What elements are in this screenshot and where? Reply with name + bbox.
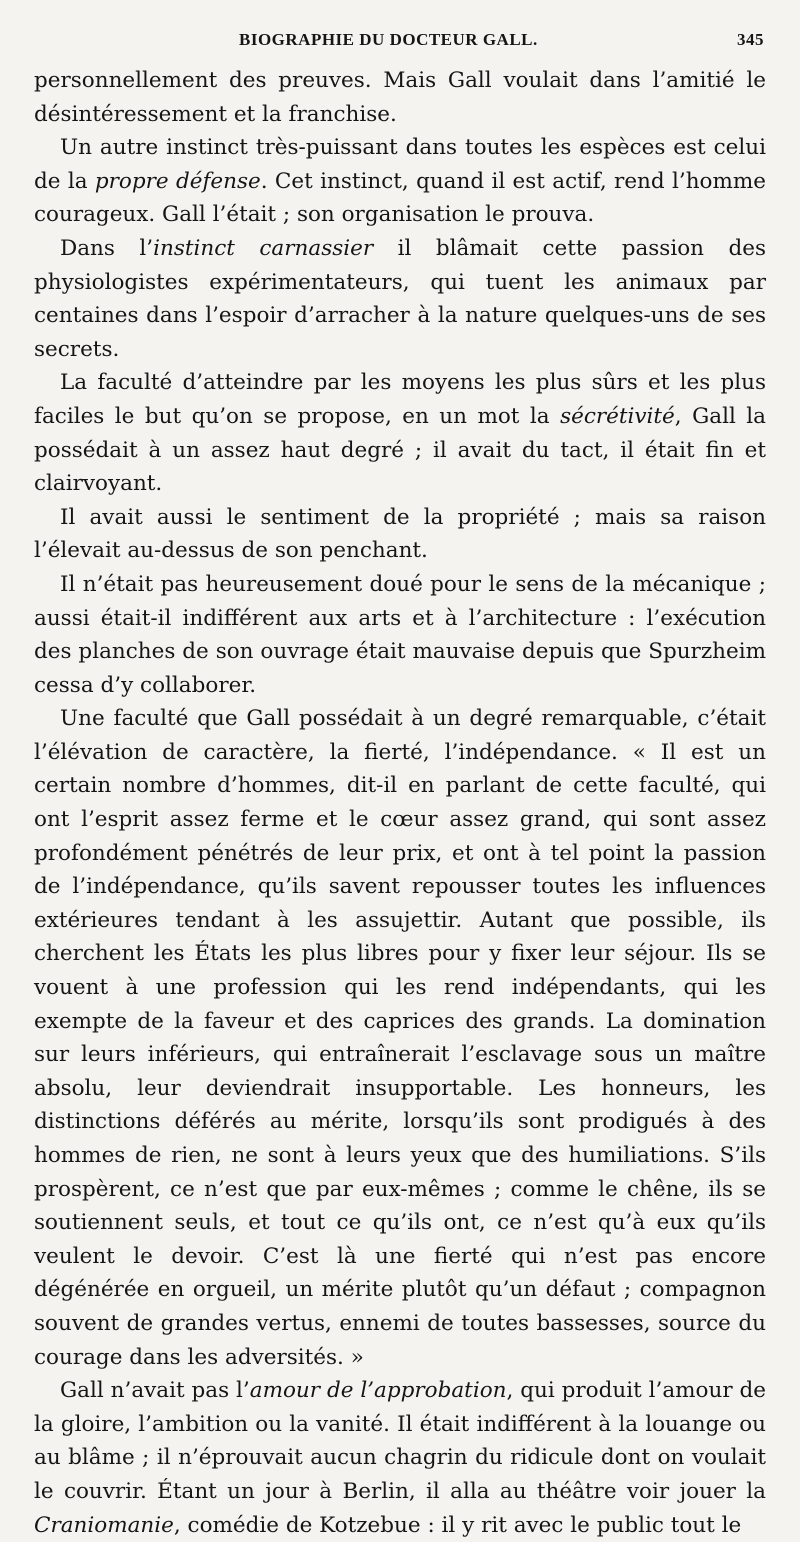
paragraph	[34, 568, 766, 702]
text-run: Il avait aussi le sentiment de la propriété ; mais sa raison l’élevait au-dessus de son penchant.	[34, 504, 766, 564]
text-run: , Gall la possédait à un assez haut degré ; il avait du tact, il était fin et clairvoyant.	[34, 403, 766, 497]
running-title: BIOGRAPHIE DU DOCTEUR GALL.	[239, 30, 538, 49]
italic-term: amour de l’approbation	[249, 1378, 507, 1404]
paragraph	[34, 131, 766, 232]
italic-term: Craniomanie	[34, 1512, 174, 1538]
page-number: 345	[737, 30, 764, 49]
text-run: Il n’était pas heureusement doué pour le sens de la mécanique ; aussi était-il indifférent aux arts et à l’architecture : l’exécution des planches de son ouvrage était mauvaise depuis que Spurzheim cessa d’y collaborer.	[34, 571, 766, 698]
paragraph	[34, 366, 766, 500]
paragraph	[34, 501, 766, 568]
italic-term: instinct carnassier	[153, 235, 374, 261]
body-text	[34, 64, 766, 1542]
text-run: il blâmait cette passion des physiologistes expérimentateurs, qui tuent les animaux par centaines dans l’espoir d’arracher à la nature quelques-uns de ses secrets.	[34, 235, 766, 362]
italic-term: sécrétivité	[560, 403, 675, 429]
text-run: Un autre instinct très-puissant dans toutes les espèces est celui de la	[34, 135, 766, 194]
paragraph	[34, 64, 766, 131]
paragraph	[34, 232, 766, 366]
text-run: Une faculté que Gall possédait à un degré remarquable, c’était l’élévation de caractère, la fierté, l’indépendance. « Il est un certain nombre d’hommes, dit-il en parlant de cette faculté, qui ont l’esprit assez ferme et le cœur assez grand, qui sont assez profondément pénétrés de leur prix, et ont à tel point la passion de l’indépendance, qu’ils savent repousser toutes les influences extérieures tendant à les assujettir. Autant que possible, ils cherchent les États les plus libres pour y fixer leur séjour. Ils se vouent à une profession qui les rend indépendants, qui les exempte de la faveur et des caprices des grands. La domination sur leurs inférieurs, qui entraînerait l’esclavage sous un maître absolu, leur deviendrait insupportable. Les honneurs, les distinctions déférés au mérite, lorsqu’ils sont prodigués à des hommes de rien, ne sont à leurs yeux que des humiliations. S’ils prospèrent, ce n’est que par eux-mêmes ; comme le chêne, ils se soutiennent seuls, et tout ce qu’ils ont, ce n’est qu’à eux qu’ils veulent le devoir. C’est là une fierté qui n’est pas encore dégénérée en orgueil, un mérite plutôt qu’un défaut ; compagnon souvent de grandes vertus, ennemi de toutes bassesses, source du courage dans les adversités. »	[34, 706, 766, 1370]
italic-term: propre défense	[94, 168, 261, 194]
running-head	[34, 30, 766, 64]
text-run: personnellement des preuves. Mais Gall voulait dans l’amitié le désintéressement et la franchise.	[34, 68, 766, 127]
text-run: La faculté d’atteindre par les moyens les plus sûrs et les plus faciles le but qu’on se propose, en un mot la	[34, 370, 766, 429]
text-run: . Cet instinct, quand il est actif, rend l’homme courageux. Gall l’était ; son organisation le prouva.	[34, 168, 766, 228]
text-run: , qui produit l’amour de la gloire, l’ambition ou la vanité. Il était indifférent à la louange ou au blâme ; il n’éprouvait aucun chagrin du ridicule dont on voulait le couvrir. Étant un jour à Berlin, il alla au théâtre voir jouer la	[34, 1378, 767, 1504]
text-run: , comédie de Kotzebue : il y rit avec le public tout le	[173, 1512, 742, 1538]
paragraph	[34, 702, 766, 1374]
paragraph	[34, 1374, 766, 1542]
text-run: Dans l’	[60, 235, 154, 261]
text-run: Gall n’avait pas l’	[60, 1378, 250, 1404]
